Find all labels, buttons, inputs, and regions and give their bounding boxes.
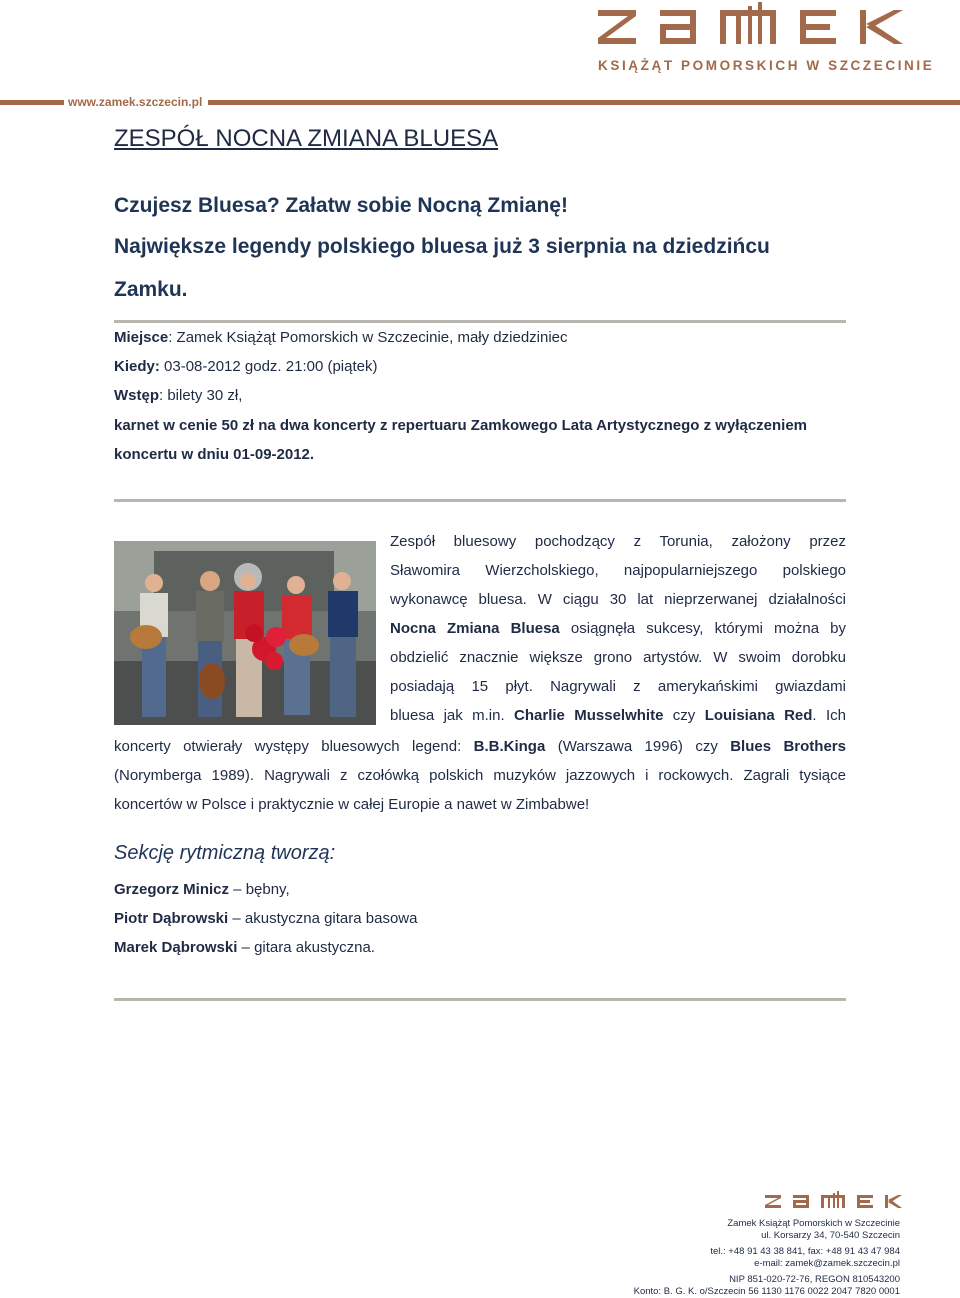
footer-address: ul. Korsarzy 34, 70-540 Szczecin	[761, 1230, 900, 1241]
artist-name: Charlie Musselwhite	[514, 707, 664, 724]
footer-email[interactable]: e-mail: zamek@zamek.szczecin.pl	[754, 1258, 900, 1269]
body-line	[390, 614, 846, 643]
member-row	[114, 881, 290, 898]
body-line: wykonawcę bluesa. W ciągu 30 lat nieprzerwanej działalności	[390, 591, 846, 608]
member-role: – bębny,	[229, 881, 290, 898]
member-name: Grzegorz Minicz	[114, 881, 230, 898]
body-line: posiadają 15 płyt. Nagrywali z amerykańskimi gwiazdami	[390, 678, 846, 695]
body-line: Sławomira Wierzcholskiego, najpopularniejszego polskiego	[390, 562, 846, 579]
body-line	[114, 732, 846, 761]
body-text: osiągnęła sukcesy, którymi można by	[559, 620, 846, 637]
subtitle-line-3: Zamku.	[114, 278, 188, 301]
member-name: Piotr Dąbrowski	[114, 910, 229, 927]
divider	[114, 499, 846, 502]
info-pass-line-1: karnet w cenie 50 zł na dwa koncerty z repertuaru Zamkowego Lata Artystycznego z wyłączeniem	[114, 417, 808, 434]
member-name: Marek Dąbrowski	[114, 939, 238, 956]
body-line: obdzielić znacznie większe grono artystów. W swoim dorobku	[390, 649, 846, 666]
member-role: – akustyczna gitara basowa	[228, 910, 418, 927]
footer-org: Zamek Książąt Pomorskich w Szczecinie	[727, 1218, 900, 1229]
band-name: Nocna Zmiana Bluesa	[390, 620, 560, 637]
footer-phone: tel.: +48 91 43 38 841, fax: +48 91 43 47 984	[710, 1246, 900, 1257]
subtitle-line-1: Czujesz Bluesa? Załatw sobie Nocną Zmianę!	[114, 194, 568, 217]
body-line: (Norymberga 1989). Nagrywali z czołówką polskich muzyków jazzowych i rockowych. Zagrali tysiące	[114, 767, 846, 784]
divider	[114, 320, 846, 323]
member-row	[114, 910, 417, 927]
body-text: czy	[663, 707, 705, 724]
info-when	[114, 358, 378, 375]
subtitle-line-2: Największe legendy polskiego bluesa już 3 sierpnia na dziedzińcu	[114, 235, 770, 258]
body-text: (Warszawa 1996) czy	[545, 738, 731, 755]
body-text: bluesa jak m.in.	[390, 707, 515, 724]
info-pass-line-2: koncertu w dniu 01-09-2012.	[114, 446, 315, 463]
body-text: koncerty otwierały występy bluesowych legend:	[114, 738, 474, 755]
zamek-logo	[598, 2, 903, 50]
website-link[interactable]: www.zamek.szczecin.pl	[64, 95, 208, 109]
band-description-full	[114, 732, 846, 819]
footer-account: Konto: B. G. K. o/Szczecin 56 1130 1176 0022 2047 7820 0001	[633, 1286, 900, 1297]
info-place-value: : Zamek Książąt Pomorskich w Szczecinie, mały dziedziniec	[168, 329, 568, 346]
info-when-value: 03-08-2012 godz. 21:00 (piątek)	[159, 358, 378, 375]
info-when-label: Kiedy:	[114, 358, 160, 375]
info-place	[114, 329, 568, 346]
page-title: ZESPÓŁ NOCNA ZMIANA BLUESA	[114, 125, 499, 152]
artist-name: Louisiana Red	[704, 707, 813, 724]
body-line	[390, 701, 846, 730]
divider	[114, 998, 846, 1001]
artist-name: B.B.Kinga	[473, 738, 546, 755]
footer-nip: NIP 851-020-72-76, REGON 810543200	[729, 1274, 900, 1285]
info-entry-value: : bilety 30 zł,	[159, 387, 243, 404]
info-entry	[114, 387, 242, 404]
member-role: – gitara akustyczna.	[237, 939, 375, 956]
artist-name: Blues Brothers	[730, 738, 846, 755]
section-heading: Sekcję rytmiczną tworzą:	[114, 842, 336, 864]
body-line: Zespół bluesowy pochodzący z Torunia, założony przez	[390, 533, 846, 550]
info-place-label: Miejsce	[114, 329, 169, 346]
body-text: . Ich	[812, 707, 846, 724]
member-row	[114, 939, 375, 956]
footer-zamek-logo	[765, 1191, 902, 1211]
band-description-right	[390, 527, 846, 730]
body-line: koncertów w Polsce i praktycznie w całej Europie a nawet w Zimbabwe!	[114, 796, 590, 813]
logo-subtitle: KSIĄŻĄT POMORSKICH W SZCZECINIE	[598, 58, 935, 73]
info-entry-label: Wstęp	[114, 387, 159, 404]
band-photo	[114, 541, 376, 725]
